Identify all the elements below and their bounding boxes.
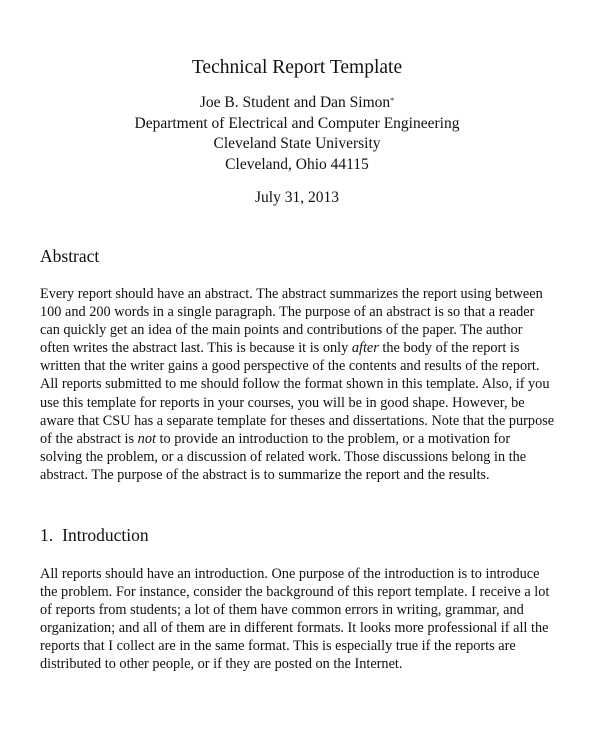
- emphasis-not: not: [137, 430, 156, 447]
- abstract-line: Every report should have an abstract. The abstract summarizes the report using between: [40, 286, 543, 302]
- introduction-line: reports that I collect are in the same format. This is especially true if the reports are: [40, 638, 516, 655]
- abstract-line-part: the body of the report is: [378, 340, 520, 357]
- author-names-text: Joe B. Student and Dan Simon: [199, 94, 391, 111]
- abstract-line-part: to provide an introduction to the problem, or a motivation for: [155, 430, 511, 447]
- abstract-line: aware that CSU has a separate template for theses and dissertations. Note that the purpose: [40, 412, 555, 429]
- section-title: Introduction: [62, 525, 149, 545]
- abstract-line: written that the writer gains a good perspective of the contents and results of the report.: [40, 358, 540, 375]
- document-date: July 31, 2013: [255, 189, 339, 206]
- abstract-line: [40, 339, 560, 357]
- abstract-line: solving the problem, or a discussion of related work. Those discussions belong in the: [40, 448, 527, 465]
- emphasis-after: after: [351, 340, 379, 357]
- author-footnote-mark: *: [390, 96, 395, 105]
- author-names: [0, 93, 594, 114]
- author-block: [0, 93, 594, 175]
- introduction-line: distributed to other people, or if they are posted on the Internet.: [40, 656, 403, 673]
- section-number: 1.: [40, 525, 54, 545]
- abstract-line: can quickly get an idea of the main points and contributions of the paper. The author: [40, 322, 523, 339]
- affiliation-university: Cleveland State University: [213, 135, 381, 152]
- abstract-paragraph: [40, 285, 560, 484]
- introduction-paragraph: [40, 565, 560, 674]
- abstract-line-part: of the abstract is: [40, 430, 135, 447]
- abstract-line: All reports submitted to me should follow the format shown in this template. Also, if you: [40, 376, 550, 393]
- abstract-line-part: often writes the abstract last. This is because it is only: [40, 340, 349, 357]
- affiliation-department: Department of Electrical and Computer Engineering: [134, 114, 460, 132]
- introduction-heading: [40, 524, 149, 546]
- abstract-heading: Abstract: [40, 246, 100, 266]
- introduction-line: organization; and all of them are in different formats. It looks more professional if all the: [40, 620, 549, 637]
- abstract-line: abstract. The purpose of the abstract is to summarize the report and the results.: [40, 466, 490, 483]
- affiliation-city: Cleveland, Ohio 44115: [225, 155, 369, 173]
- document-title: Technical Report Template: [191, 57, 403, 78]
- abstract-line: [40, 430, 560, 448]
- introduction-line: the problem. For instance, consider the background of this report template. I receive a lot: [40, 584, 550, 601]
- abstract-line: use this template for reports in your courses, you will be in good shape. However, be: [40, 394, 525, 411]
- introduction-line: All reports should have an introduction. One purpose of the introduction is to introduce: [40, 566, 540, 582]
- abstract-line: 100 and 200 words in a single paragraph. The purpose of an abstract is so that a reader: [40, 304, 535, 321]
- introduction-line: of reports from students; a lot of them have common errors in writing, grammar, and: [40, 602, 524, 619]
